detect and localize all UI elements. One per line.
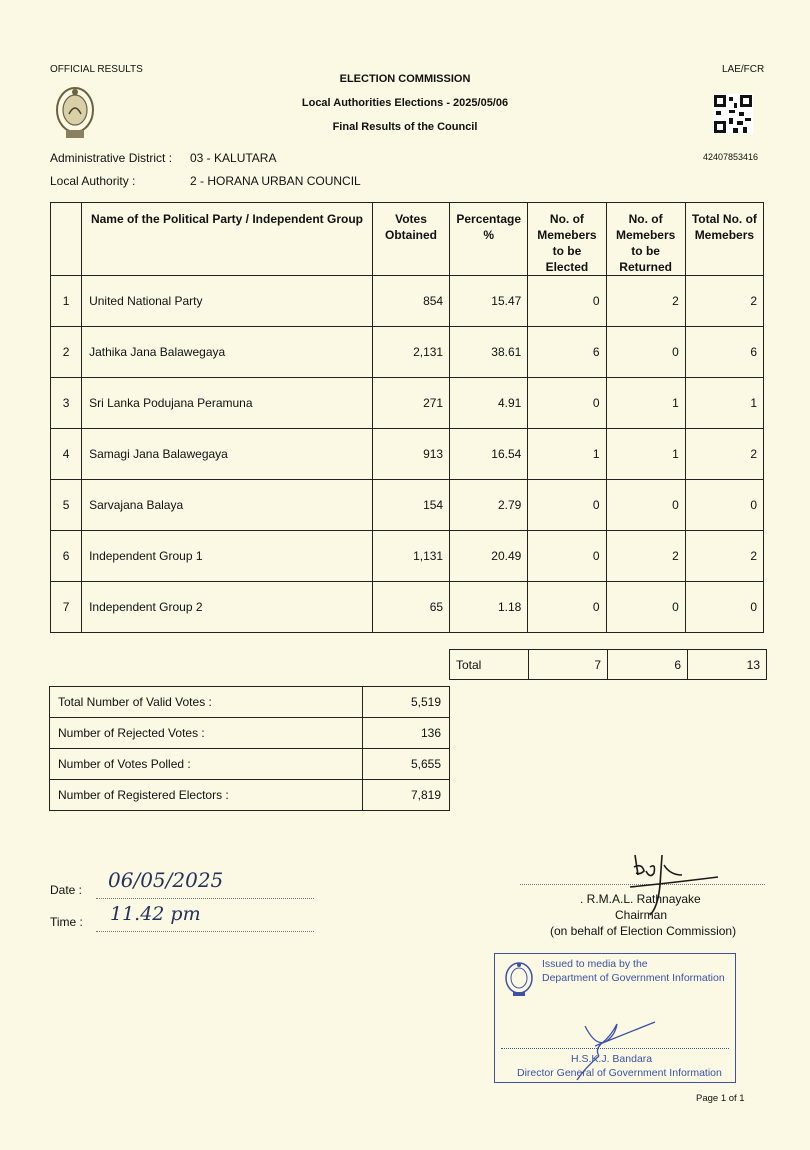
row-total: 0 — [685, 582, 763, 633]
table-row — [51, 582, 764, 633]
row-serial: 7 — [51, 582, 82, 633]
stamp-name: H.S.K.J. Bandara — [571, 1053, 653, 1065]
row-votes: 271 — [372, 378, 449, 429]
summary-value: 5,519 — [363, 687, 450, 718]
qr-code-icon — [713, 94, 753, 134]
row-serial: 3 — [51, 378, 82, 429]
time-line — [96, 903, 314, 932]
row-percentage: 15.47 — [450, 276, 528, 327]
row-returned: 2 — [606, 276, 685, 327]
signatory-note: (on behalf of Election Commission) — [550, 924, 737, 938]
summary-label: Total Number of Valid Votes : — [50, 687, 363, 718]
row-votes: 913 — [372, 429, 449, 480]
stamp-emblem-icon — [503, 960, 535, 998]
row-serial: 1 — [51, 276, 82, 327]
row-elected: 0 — [528, 582, 606, 633]
row-returned: 0 — [606, 480, 685, 531]
signatory-title: Chairman — [615, 908, 668, 922]
row-percentage: 38.61 — [450, 327, 528, 378]
row-votes: 2,131 — [372, 327, 449, 378]
table-row — [51, 531, 764, 582]
summary-row — [50, 780, 450, 811]
page-number: Page 1 of 1 — [696, 1093, 745, 1104]
results-table — [50, 202, 764, 633]
totals-returned: 6 — [608, 650, 688, 680]
stamp-line2: Department of Government Information — [542, 972, 725, 984]
row-votes: 1,131 — [372, 531, 449, 582]
time-value: 11.42 pm — [110, 903, 201, 925]
percentage-header: Percentage % — [450, 203, 528, 276]
table-row — [51, 276, 764, 327]
totals-label: Total — [450, 650, 529, 680]
row-elected: 0 — [528, 531, 606, 582]
table-row — [51, 480, 764, 531]
row-percentage: 4.91 — [450, 378, 528, 429]
signatory-name: . R.M.A.L. Rathnayake — [580, 892, 701, 906]
totals-row — [450, 650, 767, 680]
row-serial: 6 — [51, 531, 82, 582]
row-total: 2 — [685, 531, 763, 582]
row-percentage: 1.18 — [450, 582, 528, 633]
summary-value: 7,819 — [363, 780, 450, 811]
row-total: 0 — [685, 480, 763, 531]
table-header-row — [51, 203, 764, 276]
row-elected: 1 — [528, 429, 606, 480]
row-party: Independent Group 1 — [82, 531, 373, 582]
district-label: Administrative District : — [50, 151, 173, 165]
results-line: Final Results of the Council — [332, 121, 478, 133]
row-total: 6 — [685, 327, 763, 378]
authority-label: Local Authority : — [50, 174, 136, 188]
returned-header: No. of Memebers to be Returned — [606, 203, 685, 276]
row-votes: 154 — [372, 480, 449, 531]
row-votes: 854 — [372, 276, 449, 327]
date-label: Date : — [50, 883, 83, 897]
totals-members: 13 — [688, 650, 767, 680]
row-party: Independent Group 2 — [82, 582, 373, 633]
table-row — [51, 378, 764, 429]
serial-header — [51, 203, 82, 276]
totals-table — [449, 649, 767, 680]
summary-row — [50, 687, 450, 718]
row-elected: 0 — [528, 480, 606, 531]
time-label: Time : — [50, 915, 83, 929]
row-party: Samagi Jana Balawegaya — [82, 429, 373, 480]
total-members-header: Total No. of Memebers — [685, 203, 763, 276]
row-elected: 6 — [528, 327, 606, 378]
row-party: Sarvajana Balaya — [82, 480, 373, 531]
row-percentage: 2.79 — [450, 480, 528, 531]
row-elected: 0 — [528, 378, 606, 429]
party-header: Name of the Political Party / Independent Group — [82, 203, 373, 276]
summary-label: Number of Rejected Votes : — [50, 718, 363, 749]
emblem-icon — [52, 84, 98, 142]
election-line: Local Authorities Elections - 2025/05/06 — [301, 97, 509, 109]
row-total: 1 — [685, 378, 763, 429]
summary-row — [50, 718, 450, 749]
row-percentage: 16.54 — [450, 429, 528, 480]
commission-title: ELECTION COMMISSION — [339, 73, 471, 85]
table-row — [51, 327, 764, 378]
summary-label: Number of Votes Polled : — [50, 749, 363, 780]
summary-label: Number of Registered Electors : — [50, 780, 363, 811]
row-party: Sri Lanka Podujana Peramuna — [82, 378, 373, 429]
reference-code: LAE/FCR — [722, 64, 765, 75]
row-returned: 0 — [606, 582, 685, 633]
summary-row — [50, 749, 450, 780]
authority-value: 2 - HORANA URBAN COUNCIL — [190, 174, 361, 188]
row-votes: 65 — [372, 582, 449, 633]
summary-value: 5,655 — [363, 749, 450, 780]
row-total: 2 — [685, 276, 763, 327]
row-serial: 4 — [51, 429, 82, 480]
row-party: Jathika Jana Balawegaya — [82, 327, 373, 378]
row-total: 2 — [685, 429, 763, 480]
date-line — [96, 868, 314, 899]
votes-header: Votes Obtained — [372, 203, 449, 276]
row-returned: 1 — [606, 378, 685, 429]
summary-value: 136 — [363, 718, 450, 749]
document-number: 42407853416 — [703, 152, 759, 162]
row-party: United National Party — [82, 276, 373, 327]
media-stamp — [494, 953, 736, 1083]
table-row — [51, 429, 764, 480]
summary-table — [49, 686, 450, 811]
row-returned: 2 — [606, 531, 685, 582]
stamp-line1: Issued to media by the — [542, 958, 648, 970]
row-percentage: 20.49 — [450, 531, 528, 582]
elected-header: No. of Memebers to be Elected — [528, 203, 606, 276]
row-returned: 1 — [606, 429, 685, 480]
row-serial: 2 — [51, 327, 82, 378]
official-results-label: OFFICIAL RESULTS — [50, 64, 143, 75]
stamp-title: Director General of Government Information — [517, 1067, 722, 1079]
row-elected: 0 — [528, 276, 606, 327]
date-value: 06/05/2025 — [108, 868, 224, 892]
totals-elected: 7 — [529, 650, 608, 680]
district-value: 03 - KALUTARA — [190, 151, 277, 165]
row-serial: 5 — [51, 480, 82, 531]
row-returned: 0 — [606, 327, 685, 378]
